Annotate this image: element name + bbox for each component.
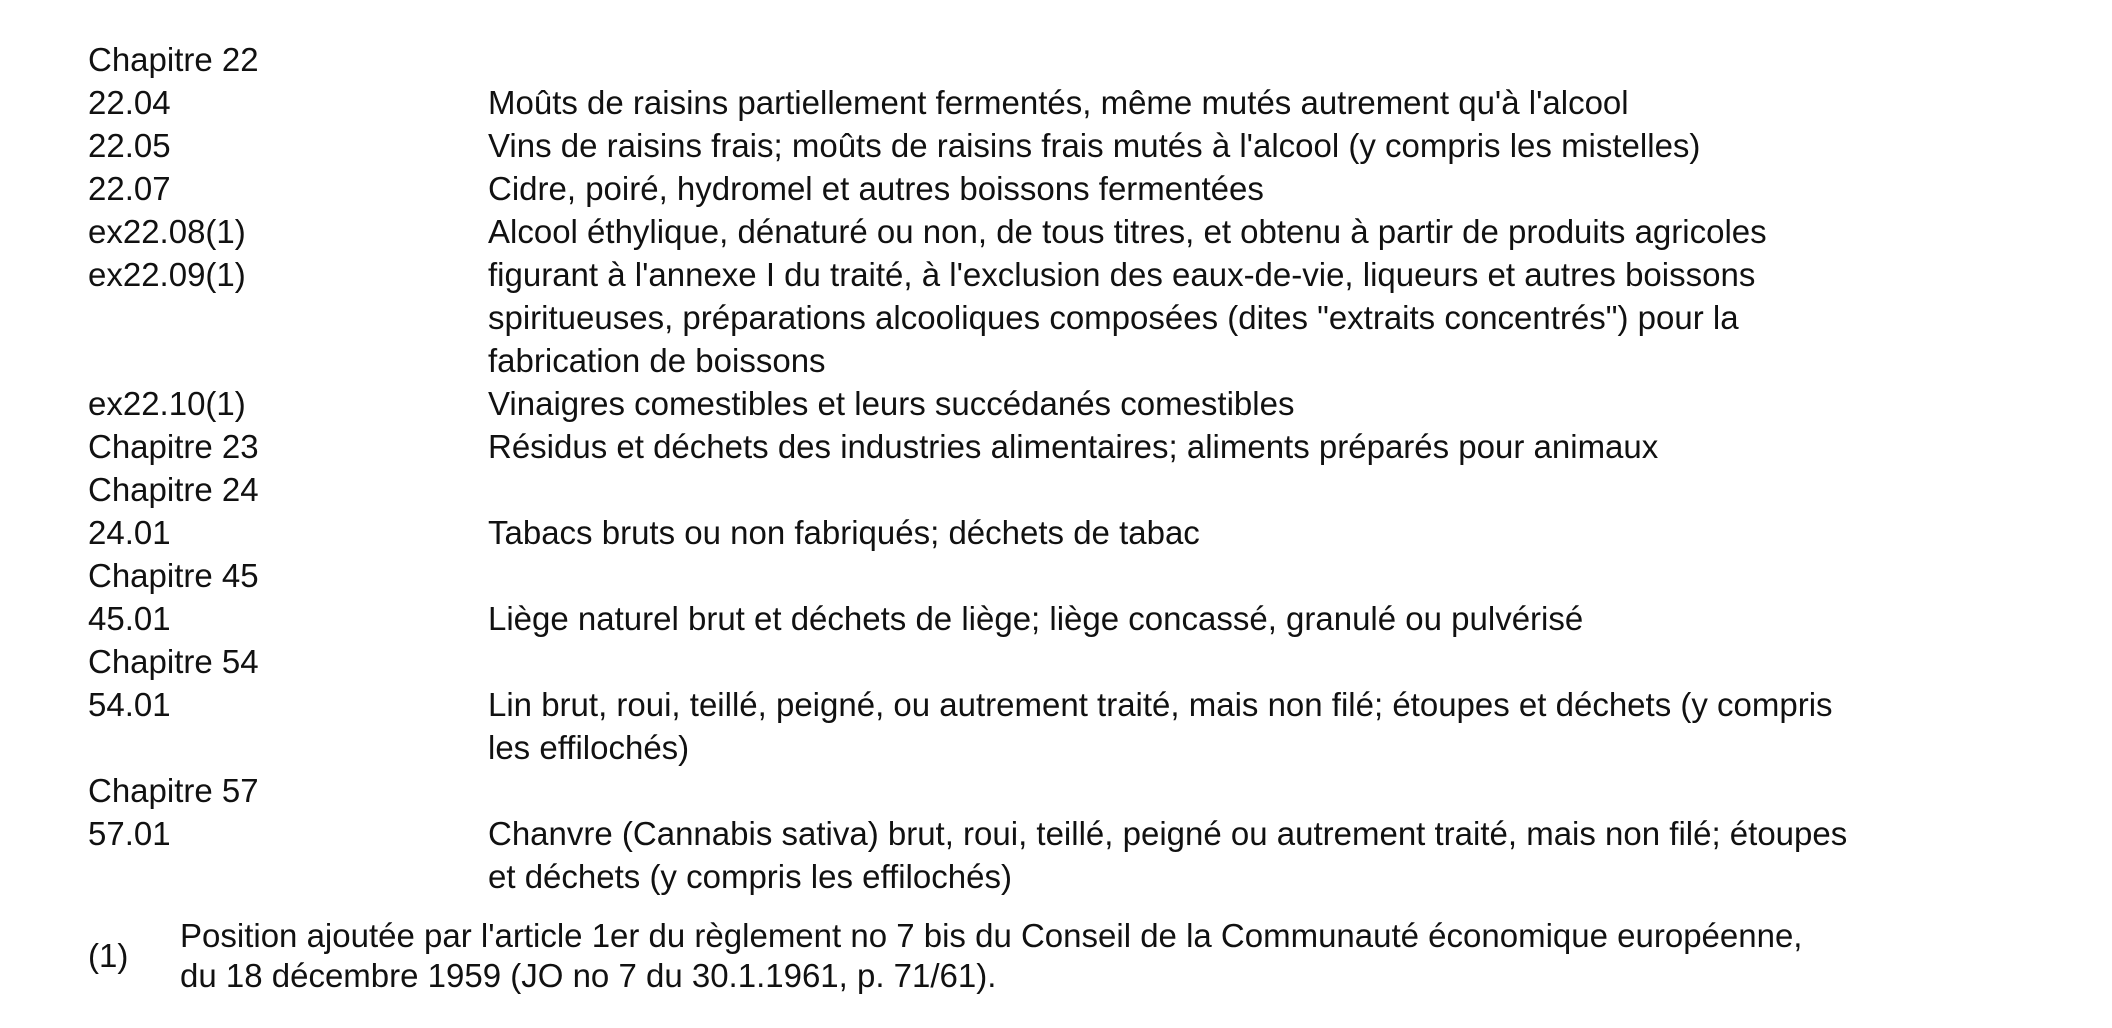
description-line: Cidre, poiré, hydromel et autres boissons fermentées [488,170,1264,207]
description-line: Liège naturel brut et déchets de liège; liège concassé, granulé ou pulvérisé [488,600,1584,637]
tariff-row [88,124,2068,167]
tariff-row [88,769,2068,812]
tariff-row [88,597,2068,640]
tariff-code: 54.01 [88,686,171,723]
tariff-description [488,683,2068,769]
tariff-description [488,425,2068,468]
description-line: Tabacs bruts ou non fabriqués; déchets de tabac [488,514,1200,551]
description-line: figurant à l'annexe I du traité, à l'exclusion des eaux-de-vie, liqueurs et autres boissons [488,256,1756,293]
tariff-code: ex22.10(1) [88,385,246,422]
tariff-row [88,253,2068,382]
tariff-code: Chapitre 22 [88,41,259,78]
tariff-code: 22.05 [88,127,171,164]
tariff-row [88,167,2068,210]
footnote-line: Position ajoutée par l'article 1er du règlement no 7 bis du Conseil de la Communauté économique européenne, [180,917,1803,954]
tariff-row [88,554,2068,597]
tariff-row [88,683,2068,769]
description-line: Chanvre (Cannabis sativa) brut, roui, teillé, peigné ou autrement traité, mais non filé; étoupes [488,815,1848,852]
description-line: Vins de raisins frais; moûts de raisins frais mutés à l'alcool (y compris les mistelles) [488,127,1701,164]
description-line: Lin brut, roui, teillé, peigné, ou autrement traité, mais non filé; étoupes et déchets (y compris [488,686,1833,723]
tariff-code: ex22.08(1) [88,213,246,250]
tariff-code: Chapitre 45 [88,557,259,594]
tariff-row [88,425,2068,468]
tariff-description [488,167,2068,210]
description-line: les effilochés) [488,729,690,766]
tariff-code: Chapitre 24 [88,471,259,508]
tariff-description [488,124,2068,167]
footnote-mark: (1) [88,937,129,974]
tariff-description [488,597,2068,640]
description-line: Résidus et déchets des industries alimentaires; aliments préparés pour animaux [488,428,1659,465]
tariff-code: 22.04 [88,84,171,121]
tariff-description [488,382,2068,425]
tariff-row [88,382,2068,425]
footnote [88,916,2068,996]
tariff-row [88,81,2068,124]
tariff-row [88,210,2068,253]
description-line: Vinaigres comestibles et leurs succédanés comestibles [488,385,1295,422]
tariff-code: 24.01 [88,514,171,551]
description-line: Alcool éthylique, dénaturé ou non, de tous titres, et obtenu à partir de produits agricoles [488,213,1767,250]
tariff-code: Chapitre 23 [88,428,259,465]
tariff-description [488,81,2068,124]
tariff-row [88,468,2068,511]
description-line: Moûts de raisins partiellement fermentés, même mutés autrement qu'à l'alcool [488,84,1629,121]
tariff-row [88,812,2068,898]
tariff-row [88,38,2068,81]
tariff-code: 57.01 [88,815,171,852]
tariff-code: 22.07 [88,170,171,207]
tariff-code: ex22.09(1) [88,256,246,293]
tariff-description [488,812,2068,898]
tariff-code: Chapitre 54 [88,643,259,680]
description-line: fabrication de boissons [488,342,826,379]
tariff-list [88,38,2068,898]
tariff-code: Chapitre 57 [88,772,259,809]
tariff-row [88,640,2068,683]
tariff-description [488,253,2068,382]
tariff-description [488,511,2068,554]
footnote-text [180,916,2068,996]
description-line: et déchets (y compris les effilochés) [488,858,1012,895]
tariff-code: 45.01 [88,600,171,637]
tariff-description [488,210,2068,253]
footnote-line: du 18 décembre 1959 (JO no 7 du 30.1.1961, p. 71/61). [180,957,997,994]
description-line: spiritueuses, préparations alcooliques composées (dites "extraits concentrés") pour la [488,299,1739,336]
tariff-row [88,511,2068,554]
